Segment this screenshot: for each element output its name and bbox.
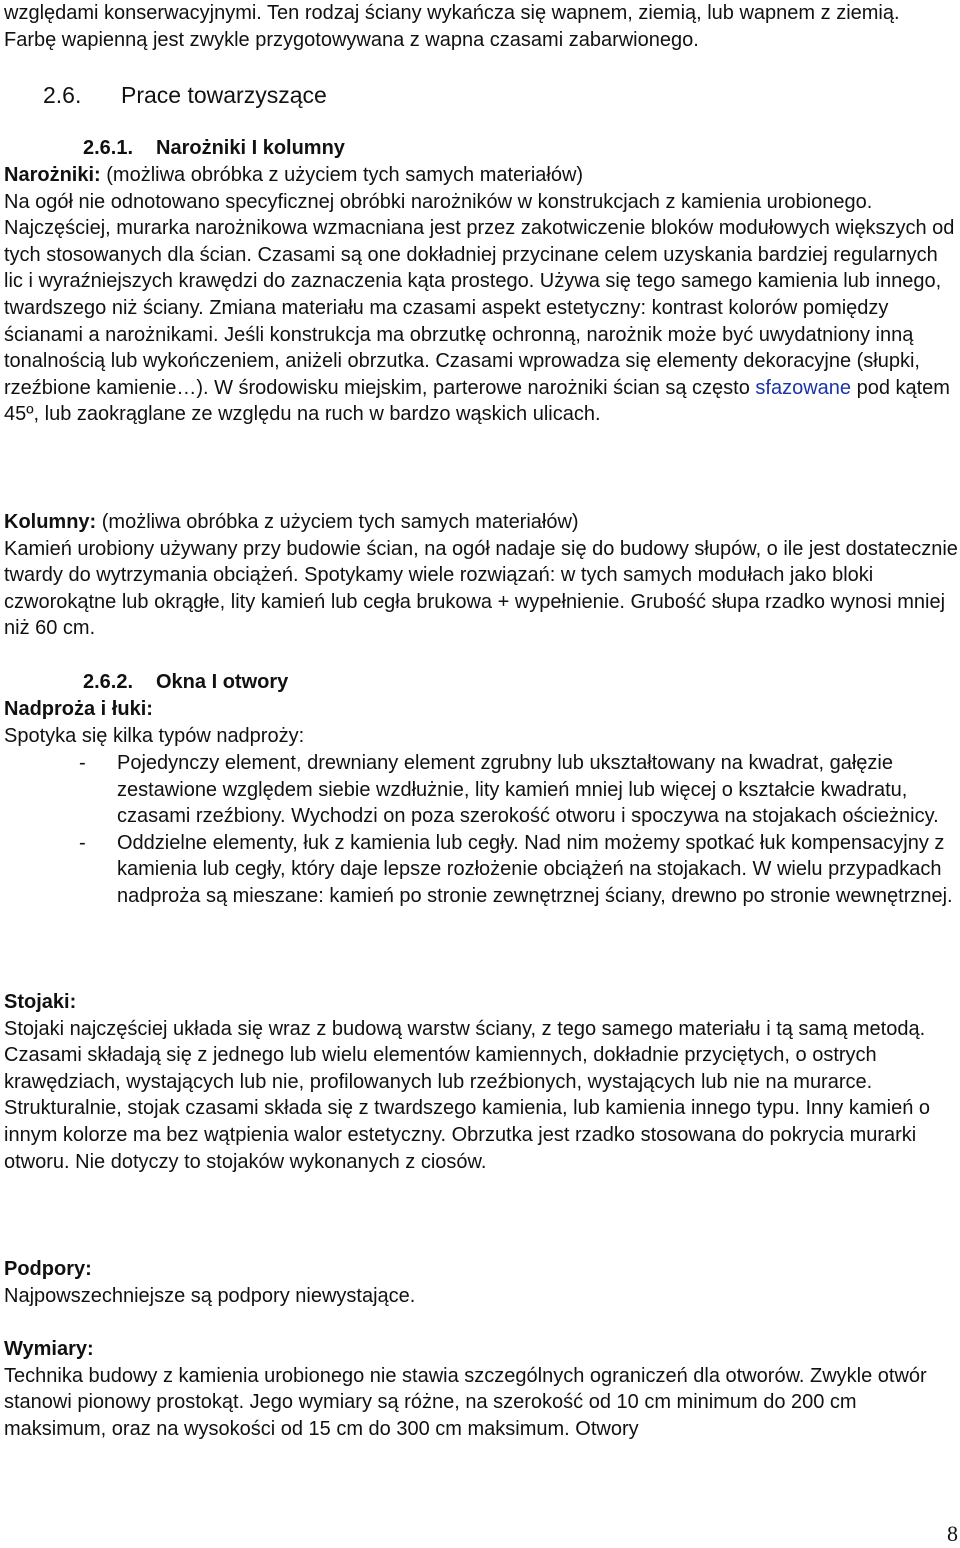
subsection-title: Okna I otwory: [156, 671, 289, 693]
subsection-number: 2.6.1.: [83, 137, 134, 159]
list-item: [4, 750, 958, 830]
narozniki-text: Na ogół nie odnotowano specyficznej obróbki narożników w konstrukcjach z kamienia urobionego. Najczęściej, murarka narożnikowa wzmacniana jest przez zakotwiczenie bloków modułowych większych od tych stosowanych dla ścian. Czasami są one dokładniej przycinane celem uzyskania bardziej regularnych lic i wyraźniejszych krawędzi do zaznaczenia kąta prostego. Używa się tego samego kamienia lub innego, twardszego niż ściany. Zmiana materiału ma czasami aspekt estetyczny: kontrast kolorów pomiędzy ścianami a narożnikami. Jeśli konstrukcja ma obrzutkę ochronną, narożnik może być uwydatniony inną tonalnością lub wykończeniem, aniżeli obrzutka. Czasami wprowadza się elementy dekoracyjne (słupki, rzeźbione kamienie…). W środowisku miejskim, parterowe narożniki ścian są często: [4, 190, 955, 399]
list-item-text: Pojedynczy element, drewniany element zgrubny lub ukształtowany na kwadrat, gałęzie zestawione względem siebie wzdłużnie, lity kamień mniej lub więcej o kształcie kwadratu, czasami rzeźbiony. Wychodzi on poza szerokość otworu i spoczywa na stojakach ościeżnicy.: [117, 752, 939, 828]
wymiary-paragraph: Technika budowy z kamienia urobionego nie stawia szczególnych ograniczeń dla otworów. Zwykle otwór stanowi pionowy prostokąt. Jego wymiary są różne, na szerokość od 10 cm minimum do 200 cm maksimum, oraz na wysokości od 15 cm do 300 cm maksimum. Otwory: [4, 1364, 927, 1440]
narozniki-paragraph: [4, 189, 958, 428]
stojaki-block: [4, 989, 958, 1175]
podpory-block: [4, 1256, 958, 1309]
nadproza-intro: Spotyka się kilka typów nadproży:: [4, 724, 305, 747]
subsection-title: Narożniki I kolumny: [156, 137, 345, 159]
kolumny-note: (możliwa obróbka z użyciem tych samych materiałów): [96, 511, 579, 533]
list-item: [4, 830, 958, 910]
podpory-paragraph: Najpowszechniejsze są podpory niewystające.: [4, 1284, 416, 1307]
narozniki-block: [4, 162, 958, 428]
narozniki-note: (możliwa obróbka z użyciem tych samych materiałów): [100, 164, 584, 186]
subsection-number: 2.6.2.: [83, 671, 134, 693]
sfazowane-link[interactable]: sfazowane: [755, 376, 852, 399]
narozniki-label: Narożniki:: [4, 164, 101, 186]
podpory-label: Podpory:: [4, 1258, 92, 1280]
section-title: Prace towarzyszące: [121, 82, 327, 108]
list-item-text: Oddzielne elementy, łuk z kamienia lub cegły. Nad nim możemy spotkać łuk kompensacyjny z kamienia lub cegły, który daje lepsze rozłożenie obciążeń na stojakach. W wielu przypadkach nadproża są mieszane: kamień po stronie zewnętrznej ściany, drewno po stronie wewnętrznej.: [117, 831, 953, 907]
stojaki-paragraph: Stojaki najczęściej układa się wraz z budową warstw ściany, z tego samego materiału i tą samą metodą. Czasami składają się z jednego lub wielu elementów kamiennych, dokładnie przyciętych, o ostrych krawędziach, wystających lub nie, profilowanych lub rzeźbionych, wystających lub nie na murarce. Strukturalnie, stojak czasami składa się z twardszego kamienia, lub kamienia innego typu. Inny kamień o innym kolorze ma bez wątpienia walor estetyczny. Obrzutka jest rzadko stosowana do pokrycia murarki otworu. Nie dotyczy to stojaków wykonanych z ciosów.: [4, 1017, 931, 1173]
intro-paragraph: względami konserwacyjnymi. Ten rodzaj ściany wykańcza się wapnem, ziemią, lub wapnem z ziemią. Farbę wapienną jest zwykle przygotowywana z wapna czasami zabarwionego.: [4, 2, 900, 51]
kolumny-block: [4, 509, 958, 642]
wymiary-label: Wymiary:: [4, 1338, 94, 1360]
list-dash: -: [79, 831, 86, 854]
nadproza-label: Nadproża i łuki:: [4, 698, 153, 720]
subsection-heading-2-6-2: [83, 669, 288, 696]
section-number: 2.6.: [43, 82, 82, 108]
nadproza-list: [4, 750, 958, 910]
list-dash: -: [79, 752, 86, 774]
narozniki-heading: [4, 162, 958, 189]
nadproza-block: [4, 696, 958, 749]
page-number: 8: [947, 1521, 958, 1546]
section-heading-2-6: [43, 81, 327, 109]
kolumny-label: Kolumny:: [4, 511, 97, 533]
subsection-heading-2-6-1: [83, 135, 345, 162]
wymiary-block: [4, 1336, 958, 1442]
narozniki-text-end: pod kątem 45º, lub zaokrąglane ze względu na ruch w bardzo wąskich ulicach.: [4, 376, 950, 426]
kolumny-heading: [4, 509, 958, 536]
kolumny-paragraph: Kamień urobiony używany przy budowie ścian, na ogół nadaje się do budowy słupów, o ile jest dostatecznie twardy do wytrzymania obciążeń. Spotykamy wiele rozwiązań: w tych samych modułach jako bloki czworokątne lub okrągłe, lity kamień lub cegła brukowa + wypełnienie. Grubość słupa rzadko wynosi mniej niż 60 cm.: [4, 537, 958, 640]
stojaki-label: Stojaki:: [4, 991, 77, 1013]
